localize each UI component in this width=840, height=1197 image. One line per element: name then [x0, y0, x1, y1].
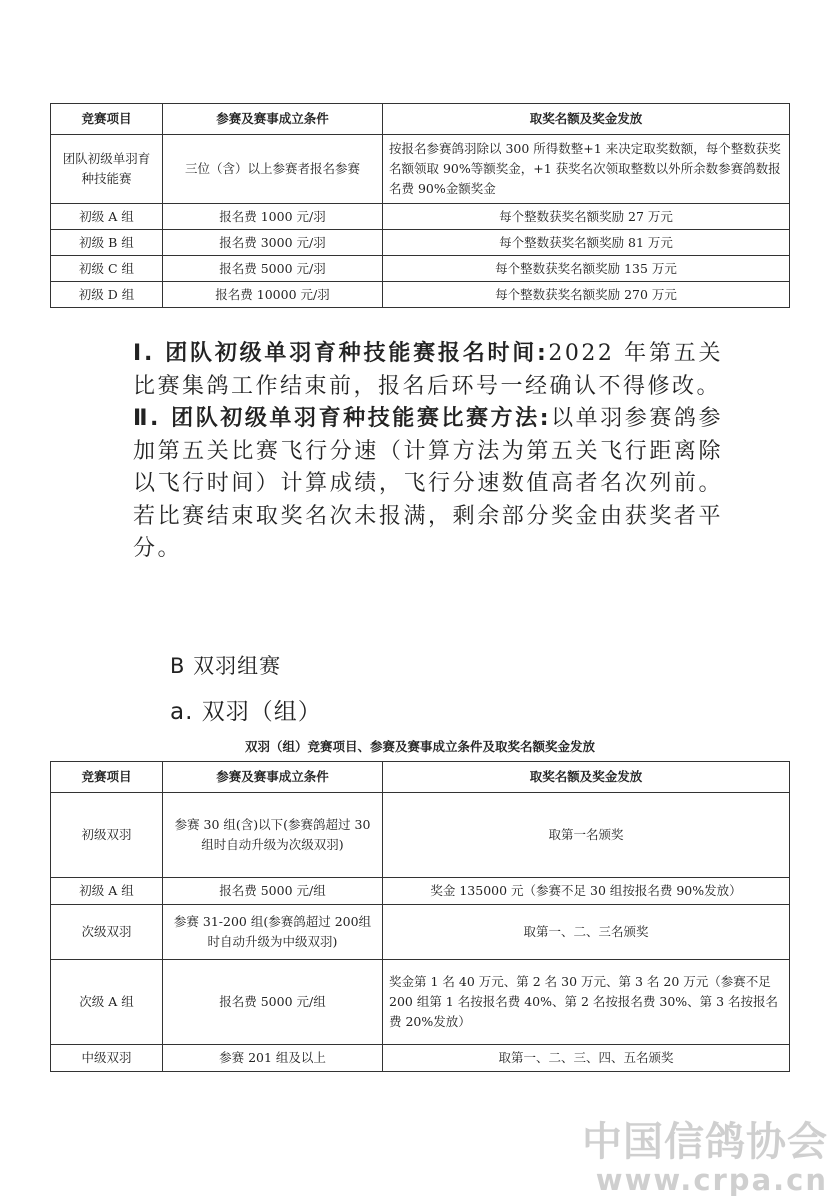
cell-condition: 报名费 5000 元/组 — [163, 878, 383, 905]
cell-award: 每个整数获奖名额奖励 135 万元 — [383, 256, 790, 282]
cell-item: 次级双羽 — [51, 905, 163, 960]
header-award: 取奖名额及奖金发放 — [383, 762, 790, 793]
cell-condition: 参赛 30 组(含)以下(参赛鸽超过 30 组时自动升级为次级双羽) — [163, 793, 383, 878]
prize-table-single — [50, 103, 790, 308]
table-row — [51, 1045, 790, 1072]
table-row — [51, 878, 790, 905]
paragraph-text: 以单羽参赛鸽参加第五关比赛飞行分速（计算方法为第五关飞行距离除以飞行时间）计算成绩，飞行分速数值高者名次列前。若比赛结束取奖名次未报满，剩余部分奖金由获奖者平分。 — [133, 406, 723, 561]
header-award: 取奖名额及奖金发放 — [383, 104, 790, 135]
table-header-row — [51, 104, 790, 135]
cell-item: 初级双羽 — [51, 793, 163, 878]
prize-table-double — [50, 761, 790, 1072]
cell-item: 团队初级单羽育种技能赛 — [51, 135, 163, 204]
cell-condition: 报名费 5000 元/羽 — [163, 256, 383, 282]
cell-item: 中级双羽 — [51, 1045, 163, 1072]
header-condition: 参赛及赛事成立条件 — [163, 762, 383, 793]
watermark — [582, 1110, 828, 1197]
cell-item: 初级 B 组 — [51, 230, 163, 256]
paragraph-text: 2022 年第五关比赛集鸽工作结束前，报名后环号一经确认不得修改。 — [133, 341, 723, 399]
registration-time-paragraph — [133, 338, 723, 403]
cell-award: 每个整数获奖名额奖励 27 万元 — [383, 204, 790, 230]
table-row — [51, 230, 790, 256]
paragraph-lead: Ⅰ. 团队初级单羽育种技能赛报名时间: — [133, 341, 549, 366]
watermark-name: 中国信鸽协会 — [582, 1119, 828, 1165]
cell-award: 取第一名颁奖 — [383, 793, 790, 878]
table-row — [51, 204, 790, 230]
table-row — [51, 960, 790, 1045]
table-header-row — [51, 762, 790, 793]
table-row — [51, 905, 790, 960]
cell-condition: 报名费 1000 元/羽 — [163, 204, 383, 230]
paragraph-lead: Ⅱ. 团队初级单羽育种技能赛比赛方法: — [133, 406, 551, 431]
header-item: 竞赛项目 — [51, 762, 163, 793]
cell-item: 初级 D 组 — [51, 282, 163, 308]
cell-award: 每个整数获奖名额奖励 270 万元 — [383, 282, 790, 308]
section-heading-a: a. 双羽（组） — [170, 699, 322, 725]
cell-award: 奖金第 1 名 40 万元、第 2 名 30 万元、第 3 名 20 万元（参赛不足 200 组第 1 名按报名费 40%、第 2 名按报名费 30%、第 3 名按报名费 20%发放） — [383, 960, 790, 1045]
cell-condition: 报名费 3000 元/羽 — [163, 230, 383, 256]
cell-condition: 报名费 10000 元/羽 — [163, 282, 383, 308]
cell-condition: 报名费 5000 元/组 — [163, 960, 383, 1045]
cell-condition: 参赛 31-200 组(参赛鸽超过 200组时自动升级为中级双羽) — [163, 905, 383, 960]
cell-award: 奖金 135000 元（参赛不足 30 组按报名费 90%发放） — [383, 878, 790, 905]
cell-award: 取第一、二、三、四、五名颁奖 — [383, 1045, 790, 1072]
table-row — [51, 256, 790, 282]
cell-item: 初级 A 组 — [51, 878, 163, 905]
cell-item: 初级 C 组 — [51, 256, 163, 282]
cell-item: 次级 A 组 — [51, 960, 163, 1045]
watermark-url: www.crpa.cn — [595, 1163, 828, 1197]
header-condition: 参赛及赛事成立条件 — [163, 104, 383, 135]
table-row — [51, 793, 790, 878]
cell-award: 每个整数获奖名额奖励 81 万元 — [383, 230, 790, 256]
header-item: 竞赛项目 — [51, 104, 163, 135]
cell-award: 按报名参赛鸽羽除以 300 所得数整+1 来决定取奖数额，每个整数获奖名额领取 90%等额奖金，+1 获奖名次领取整数以外所余数参赛鸽数报名费 90%金额奖金 — [383, 135, 790, 204]
table-caption: 双羽（组）竞赛项目、参赛及赛事成立条件及取奖名额奖金发放 — [244, 739, 595, 754]
cell-condition: 三位（含）以上参赛者报名参赛 — [163, 135, 383, 204]
cell-item: 初级 A 组 — [51, 204, 163, 230]
table-row — [51, 135, 790, 204]
cell-award: 取第一、二、三名颁奖 — [383, 905, 790, 960]
competition-method-paragraph — [133, 403, 723, 566]
table-row — [51, 282, 790, 308]
cell-condition: 参赛 201 组及以上 — [163, 1045, 383, 1072]
section-heading-b: B 双羽组赛 — [170, 654, 282, 678]
